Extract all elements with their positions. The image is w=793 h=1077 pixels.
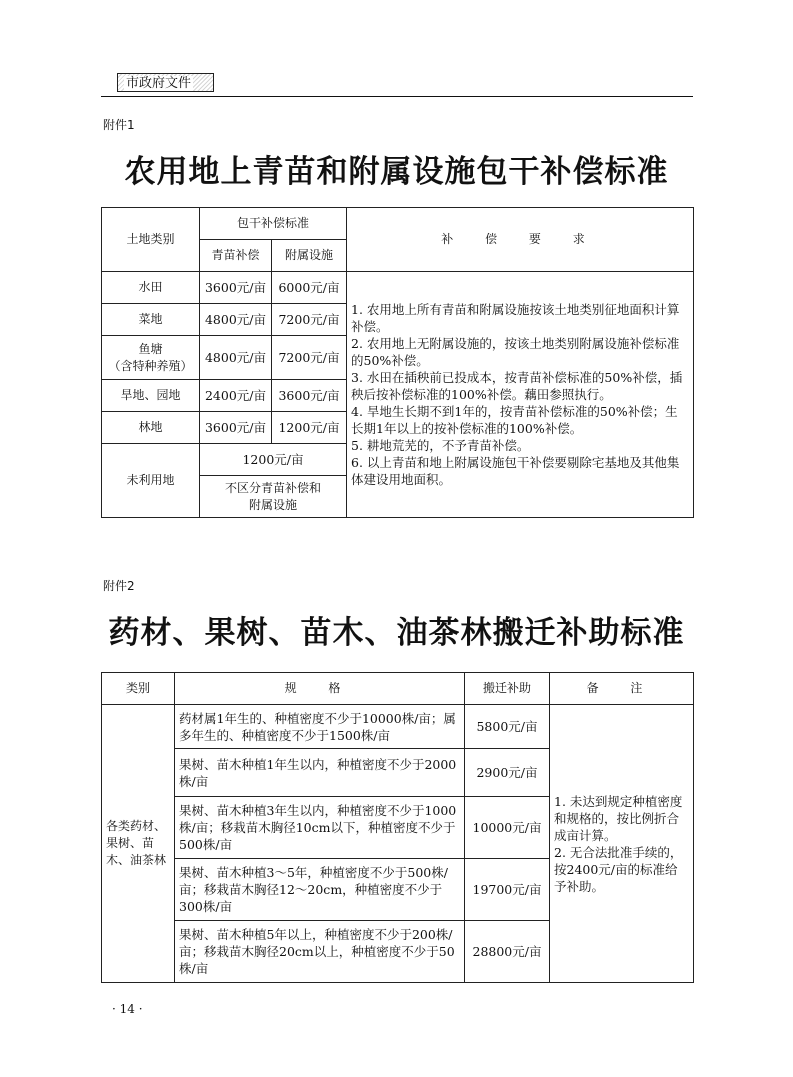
row-seedling: 4800元/亩 — [200, 336, 272, 380]
attachment2-title: 药材、果树、苗木、油茶林搬迁补助标准 — [108, 615, 685, 651]
row-type: 菜地 — [102, 304, 200, 336]
head-package-standard: 包干补偿标准 — [200, 208, 347, 240]
head-category: 类别 — [102, 673, 175, 705]
unused-note-line: 附属设施 — [249, 497, 298, 512]
spec-cell: 药材属1年生的、种植密度不少于10000株/亩；属多年生的、种植密度不少于1500株/亩 — [175, 705, 465, 749]
row-type: 林地 — [102, 412, 200, 444]
subsidy-cell: 19700元/亩 — [465, 859, 550, 921]
row-seedling: 3600元/亩 — [200, 272, 272, 304]
row-facility: 1200元/亩 — [272, 412, 347, 444]
head-seedling: 青苗补偿 — [200, 240, 272, 272]
row-type: 水田 — [102, 272, 200, 304]
head-remark: 备 注 — [550, 673, 694, 705]
spec-cell: 果树、苗木种植1年生以内，种植密度不少于2000株/亩 — [175, 749, 465, 797]
remark-item: 2. 无合法批准手续的，按2400元/亩的标准给予补助。 — [554, 844, 683, 894]
row-facility: 6000元/亩 — [272, 272, 347, 304]
attachment2-table — [101, 672, 694, 983]
unused-land-value: 1200元/亩 — [200, 444, 347, 476]
row-facility: 3600元/亩 — [272, 380, 347, 412]
attachment1-table — [101, 207, 694, 518]
row-type — [102, 336, 200, 380]
row-type-note: （含特种养殖） — [108, 358, 193, 373]
requirement-item: 3. 水田在插秧前已投成本，按青苗补偿标准的50%补偿，插秧后按补偿标准的100%补偿。藕田参照执行。 — [351, 370, 683, 402]
row-facility: 7200元/亩 — [272, 336, 347, 380]
row-type: 旱地、园地 — [102, 380, 200, 412]
spec-cell: 果树、苗木种植3年生以内，种植密度不少于1000株/亩；移栽苗木胸径10cm以下，种植密度不少于500株/亩 — [175, 797, 465, 859]
requirement-item: 6. 以上青苗和地上附属设施包干补偿要剔除宅基地及其他集体建设用地面积。 — [351, 455, 680, 487]
requirement-item: 2. 农用地上无附属设施的，按该土地类别附属设施补偿标准的50%补偿。 — [351, 336, 680, 368]
subsidy-cell: 2900元/亩 — [465, 749, 550, 797]
requirement-item: 1. 农用地上所有青苗和附属设施按该土地类别征地面积计算补偿。 — [351, 302, 680, 334]
requirement-item: 5. 耕地荒芜的，不予青苗补偿。 — [351, 438, 530, 453]
requirement-item: 4. 旱地生长期不到1年的，按青苗补偿标准的50%补偿；生长期1年以上的按补偿标准的100%补偿。 — [351, 404, 678, 436]
subsidy-cell: 28800元/亩 — [465, 921, 550, 983]
head-subsidy: 搬迁补助 — [465, 673, 550, 705]
row-facility: 7200元/亩 — [272, 304, 347, 336]
head-spec: 规 格 — [175, 673, 465, 705]
page-number: · 14 · — [112, 1002, 143, 1016]
header-text: 市政府文件 — [126, 76, 192, 91]
head-facility: 附属设施 — [272, 240, 347, 272]
category-cell: 各类药材、果树、苗木、油茶林 — [102, 705, 175, 983]
header-divider — [101, 96, 693, 97]
subsidy-cell: 5800元/亩 — [465, 705, 550, 749]
attachment1-tag: 附件1 — [103, 118, 135, 132]
unused-note-line: 不区分青苗补偿和 — [225, 480, 322, 495]
row-seedling: 2400元/亩 — [200, 380, 272, 412]
head-land-type: 土地类别 — [102, 208, 200, 272]
document-header-label — [117, 73, 214, 92]
row-seedling: 4800元/亩 — [200, 304, 272, 336]
requirements-cell — [347, 272, 694, 518]
row-type-name: 鱼塘 — [138, 341, 163, 356]
row-seedling: 3600元/亩 — [200, 412, 272, 444]
unused-land-note — [200, 476, 347, 518]
attachment1-title: 农用地上青苗和附属设施包干补偿标准 — [124, 154, 669, 190]
remark-item: 1. 未达到规定种植密度和规格的，按比例折合成亩计算。 — [554, 793, 683, 843]
unused-land-type: 未利用地 — [102, 444, 200, 518]
remarks-cell — [550, 705, 694, 983]
spec-cell: 果树、苗木种植3～5年，种植密度不少于500株/亩；移栽苗木胸径12～20cm，种植密度不少于300株/亩 — [175, 859, 465, 921]
attachment2-tag: 附件2 — [103, 579, 135, 593]
subsidy-cell: 10000元/亩 — [465, 797, 550, 859]
spec-cell: 果树、苗木种植5年以上，种植密度不少于200株/亩；移栽苗木胸径20cm以上，种植密度不少于50株/亩 — [175, 921, 465, 983]
head-requirement: 补 偿 要 求 — [347, 208, 694, 272]
